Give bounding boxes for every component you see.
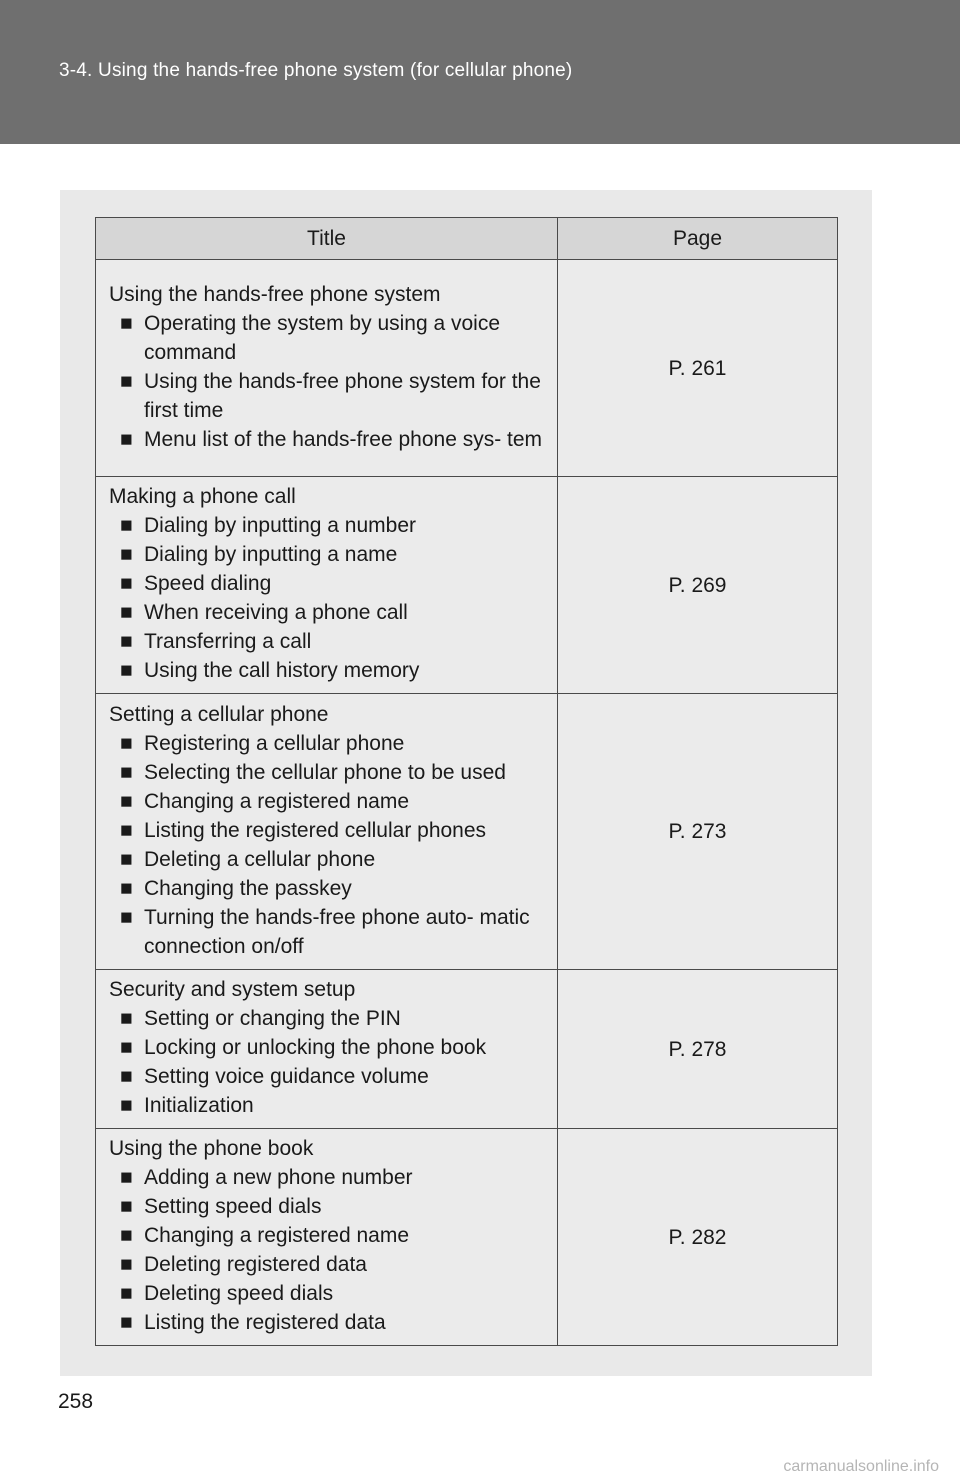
square-bullet-icon: ■ <box>120 818 133 842</box>
square-bullet-icon: ■ <box>120 789 133 813</box>
list-item: ■ Transferring a call <box>109 627 545 656</box>
list-item: ■ Locking or unlocking the phone book <box>109 1033 545 1062</box>
row-title-cell <box>96 260 558 477</box>
list-item: ■ Registering a cellular phone <box>109 729 545 758</box>
row-heading: Making a phone call <box>109 485 296 508</box>
table-row <box>96 477 838 694</box>
row-title-cell <box>96 1129 558 1346</box>
square-bullet-icon: ■ <box>120 311 133 335</box>
list-item: ■ When receiving a phone call <box>109 598 545 627</box>
page-reference: P. 273 <box>558 694 838 970</box>
subtopic-list <box>109 309 545 454</box>
square-bullet-icon: ■ <box>120 1036 133 1059</box>
list-item: ■ Initialization <box>109 1091 545 1120</box>
square-bullet-icon: ■ <box>120 659 133 682</box>
column-header-title: Title <box>96 218 558 260</box>
square-bullet-icon: ■ <box>120 514 133 537</box>
square-bullet-icon: ■ <box>120 427 133 451</box>
row-heading: Using the hands-free phone system <box>109 282 441 306</box>
list-item: ■ Listing the registered cellular phones <box>109 816 545 845</box>
page-reference: P. 282 <box>558 1129 838 1346</box>
list-item: ■ Changing the passkey <box>109 874 545 903</box>
page-reference: P. 269 <box>558 477 838 694</box>
table-row <box>96 260 838 477</box>
square-bullet-icon: ■ <box>120 847 133 871</box>
page-number: 258 <box>58 1390 94 1413</box>
row-heading: Using the phone book <box>109 1137 314 1160</box>
subtopic-list <box>109 511 545 685</box>
square-bullet-icon: ■ <box>120 1195 133 1218</box>
list-item: ■ Operating the system by using a voice command <box>109 309 545 367</box>
row-title-cell <box>96 970 558 1129</box>
row-title-cell <box>96 477 558 694</box>
table-row <box>96 1129 838 1346</box>
square-bullet-icon: ■ <box>120 1224 133 1247</box>
list-item: ■ Deleting registered data <box>109 1250 545 1279</box>
square-bullet-icon: ■ <box>120 601 133 624</box>
column-header-page: Page <box>558 218 838 260</box>
list-item: ■ Adding a new phone number <box>109 1163 545 1192</box>
square-bullet-icon: ■ <box>120 1311 133 1334</box>
watermark-text: carmanualsonline.info <box>783 1458 939 1475</box>
row-title-cell <box>96 694 558 970</box>
list-item: ■ Listing the registered data <box>109 1308 545 1337</box>
list-item: ■ Dialing by inputting a name <box>109 540 545 569</box>
square-bullet-icon: ■ <box>120 572 133 595</box>
list-item: ■ Changing a registered name <box>109 787 545 816</box>
list-item: ■ Setting speed dials <box>109 1192 545 1221</box>
list-item: ■ Deleting speed dials <box>109 1279 545 1308</box>
row-heading: Security and system setup <box>109 978 356 1001</box>
subtopic-list <box>109 729 545 961</box>
section-header-bar <box>0 0 960 144</box>
list-item: ■ Turning the hands-free phone auto- matic connection on/off <box>109 903 545 961</box>
page-reference: P. 278 <box>558 970 838 1129</box>
page-reference: P. 261 <box>558 260 838 477</box>
list-item: ■ Using the call history memory <box>109 656 545 685</box>
square-bullet-icon: ■ <box>120 1166 133 1189</box>
list-item: ■ Setting voice guidance volume <box>109 1062 545 1091</box>
list-item: ■ Using the hands-free phone system for the first time <box>109 367 545 425</box>
square-bullet-icon: ■ <box>120 1094 133 1117</box>
square-bullet-icon: ■ <box>120 630 133 653</box>
list-item: ■ Setting or changing the PIN <box>109 1004 545 1033</box>
square-bullet-icon: ■ <box>120 369 133 393</box>
square-bullet-icon: ■ <box>120 731 133 755</box>
list-item: ■ Deleting a cellular phone <box>109 845 545 874</box>
list-item: ■ Speed dialing <box>109 569 545 598</box>
list-item: ■ Menu list of the hands-free phone sys- tem <box>109 425 545 454</box>
list-item: ■ Changing a registered name <box>109 1221 545 1250</box>
square-bullet-icon: ■ <box>120 1282 133 1305</box>
square-bullet-icon: ■ <box>120 760 133 784</box>
section-title: 3-4. Using the hands-free phone system (for cellular phone) <box>59 60 573 81</box>
subtopic-list <box>109 1004 545 1120</box>
table-row <box>96 694 838 970</box>
square-bullet-icon: ■ <box>120 905 133 929</box>
square-bullet-icon: ■ <box>120 1007 133 1030</box>
square-bullet-icon: ■ <box>120 543 133 566</box>
reference-table <box>95 217 838 1346</box>
table-row <box>96 970 838 1129</box>
subtopic-list <box>109 1163 545 1337</box>
table-header-row <box>96 218 838 260</box>
row-heading: Setting a cellular phone <box>109 702 329 726</box>
square-bullet-icon: ■ <box>120 876 133 900</box>
square-bullet-icon: ■ <box>120 1065 133 1088</box>
list-item: ■ Dialing by inputting a number <box>109 511 545 540</box>
list-item: ■ Selecting the cellular phone to be used <box>109 758 545 787</box>
square-bullet-icon: ■ <box>120 1253 133 1276</box>
